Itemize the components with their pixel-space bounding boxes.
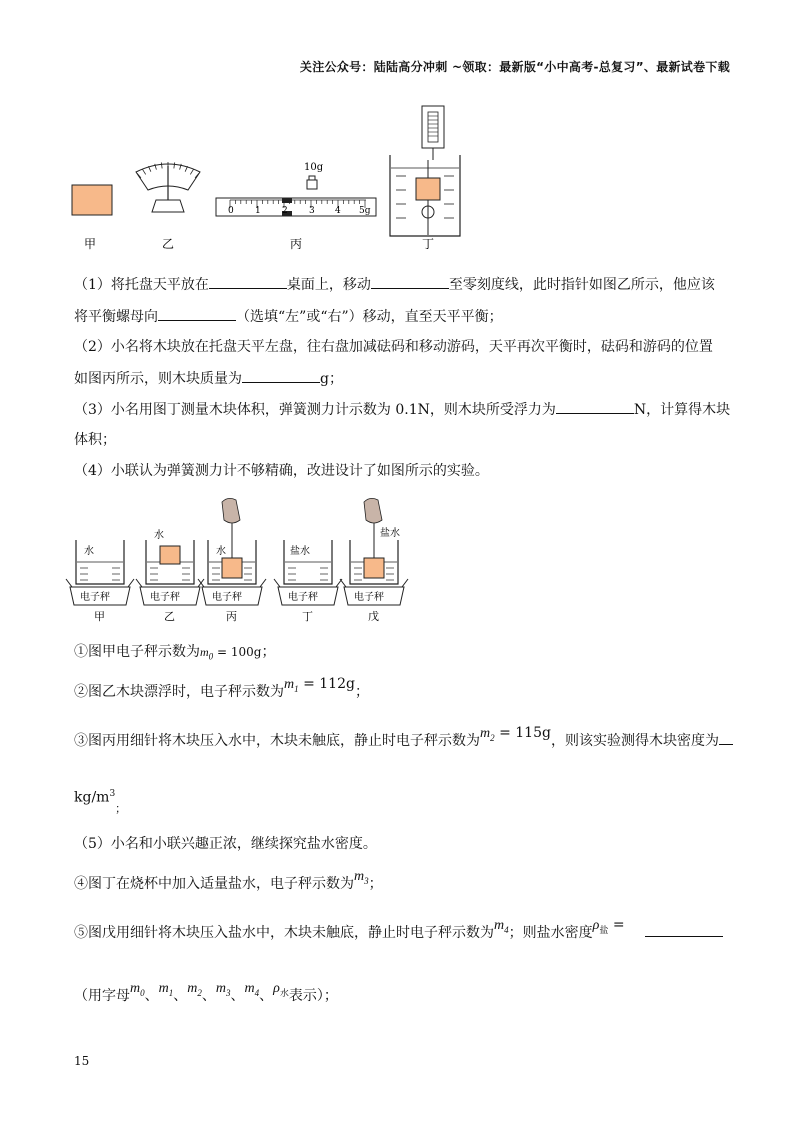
letter-var: $m_1$ <box>158 981 174 998</box>
scale-label: 电子秤 <box>354 592 384 603</box>
ruler-tick-2: 2 <box>282 206 288 216</box>
q1-line-1: （1）将托盘天平放在 桌面上，移动 至零刻度线，此时指针如图乙所示，他应该 <box>74 274 715 295</box>
blank-6[interactable] <box>719 730 733 745</box>
beaker-1 <box>136 528 204 623</box>
fig1-label-bing: 丙 <box>290 237 303 251</box>
step-4: ④图丁在烧杯中加入适量盐水，电子秤示数为$m_3$； <box>74 869 383 892</box>
figure-1 <box>60 100 480 260</box>
fig2-caption: 甲 <box>94 610 105 623</box>
ruler-tick-3: 3 <box>309 206 315 216</box>
step-3: ③图丙用细针将木块压入水中，木块未触底，静止时电子秤示数为$m_2 = 115g$，则该实验测得木块密度为 <box>74 730 733 756</box>
hand-icon <box>222 498 240 523</box>
weight-label: 10g <box>304 162 324 173</box>
liquid-label: 盐水 <box>290 546 310 557</box>
letter-var: $m_3$ <box>215 981 231 998</box>
blank-5[interactable] <box>556 399 634 414</box>
q2-line-1: （2）小名将木块放在托盘天平左盘，往右盘加减砝码和移动游码，天平再次平衡时，砝码和游码的位置 <box>74 339 713 355</box>
q3-line-1: （3）小名用图丁测量木块体积，弹簧测力计示数为 0.1N，则木块所受浮力为 N，计算得木块 <box>74 399 730 420</box>
step-5: ⑤图戊用细针将木块压入盐水中，木块未触底，静止时电子秤示数为$m_4$；则盐水密度$\rho_盐$ = <box>74 922 723 948</box>
beaker-2 <box>198 498 266 623</box>
liquid-label: 盐水 <box>380 528 400 539</box>
page-header: 关注公众号：陆陆高分冲刺 ~领取：最新版“小中高考-总复习”、最新试卷下载 <box>299 60 730 74</box>
fig1-label-jia: 甲 <box>84 237 97 251</box>
beaker-3 <box>274 540 342 623</box>
scale-label: 电子秤 <box>288 592 318 603</box>
ruler-tick-0: 0 <box>228 206 234 216</box>
q5-line: （5）小名和小联兴趣正浓，继续探究盐水密度。 <box>74 836 377 852</box>
scale-label: 电子秤 <box>212 592 242 603</box>
fig2-caption: 丙 <box>226 610 237 623</box>
wood-block-jia <box>72 185 112 215</box>
blank-7[interactable] <box>645 922 723 937</box>
q4-line: （4）小联认为弹簧测力计不够精确，改进设计了如图所示的实验。 <box>74 463 489 479</box>
liquid-label: 水 <box>84 546 94 557</box>
step-3-unit: $kg/m^3_;$ <box>74 789 127 815</box>
fig1-label-ding: 丁 <box>422 237 435 251</box>
letter-var: $m_4$ <box>244 981 260 998</box>
weight-icon <box>307 180 317 189</box>
fig1-label-yi: 乙 <box>162 237 175 251</box>
letter-var: $m_0$ <box>130 981 145 998</box>
blank-1[interactable] <box>209 274 287 289</box>
fig2-caption: 乙 <box>164 610 175 623</box>
blank-2[interactable] <box>371 274 449 289</box>
ruler-tick-4: 4 <box>335 206 341 216</box>
ruler-tick-5: 5g <box>359 206 371 216</box>
liquid-label: 水 <box>216 546 226 557</box>
letter-var: $\rho_水$ <box>273 981 289 998</box>
spring-scale-ding <box>390 106 460 236</box>
step-2: ②图乙木块漂浮时，电子秤示数为$m_1 = 112g$； <box>74 676 369 700</box>
blank-4[interactable] <box>242 368 320 383</box>
fig2-caption: 戊 <box>368 610 379 623</box>
beaker-4 <box>340 498 408 623</box>
page-number: 15 <box>74 1054 90 1068</box>
step-5-letters: （用字母$m_0$、$m_1$、$m_2$、$m_3$、$m_4$、$\rho_水$表示）； <box>74 981 338 1004</box>
blank-3[interactable] <box>158 306 236 321</box>
q1-line-2: 将平衡螺母向 （选填“左”或“右”）移动，直至天平平衡； <box>74 306 503 327</box>
balance-pointer-yi <box>136 162 200 212</box>
beaker-0 <box>66 540 134 623</box>
ruler-tick-1: 1 <box>255 206 261 216</box>
fig2-caption: 丁 <box>302 610 313 623</box>
figure-2 <box>60 492 430 627</box>
liquid-label: 水 <box>154 530 164 541</box>
scale-label: 电子秤 <box>150 592 180 603</box>
balance-ruler-bing <box>216 162 376 216</box>
letter-var: $m_2$ <box>187 981 202 998</box>
hand-icon <box>364 498 382 523</box>
step-1: ①图甲电子秤示数为$m_0 = 100g$； <box>74 644 276 662</box>
q3-line-2: 体积； <box>74 432 116 448</box>
q2-line-2: 如图丙所示，则木块质量为 g； <box>74 368 343 389</box>
scale-label: 电子秤 <box>80 592 110 603</box>
